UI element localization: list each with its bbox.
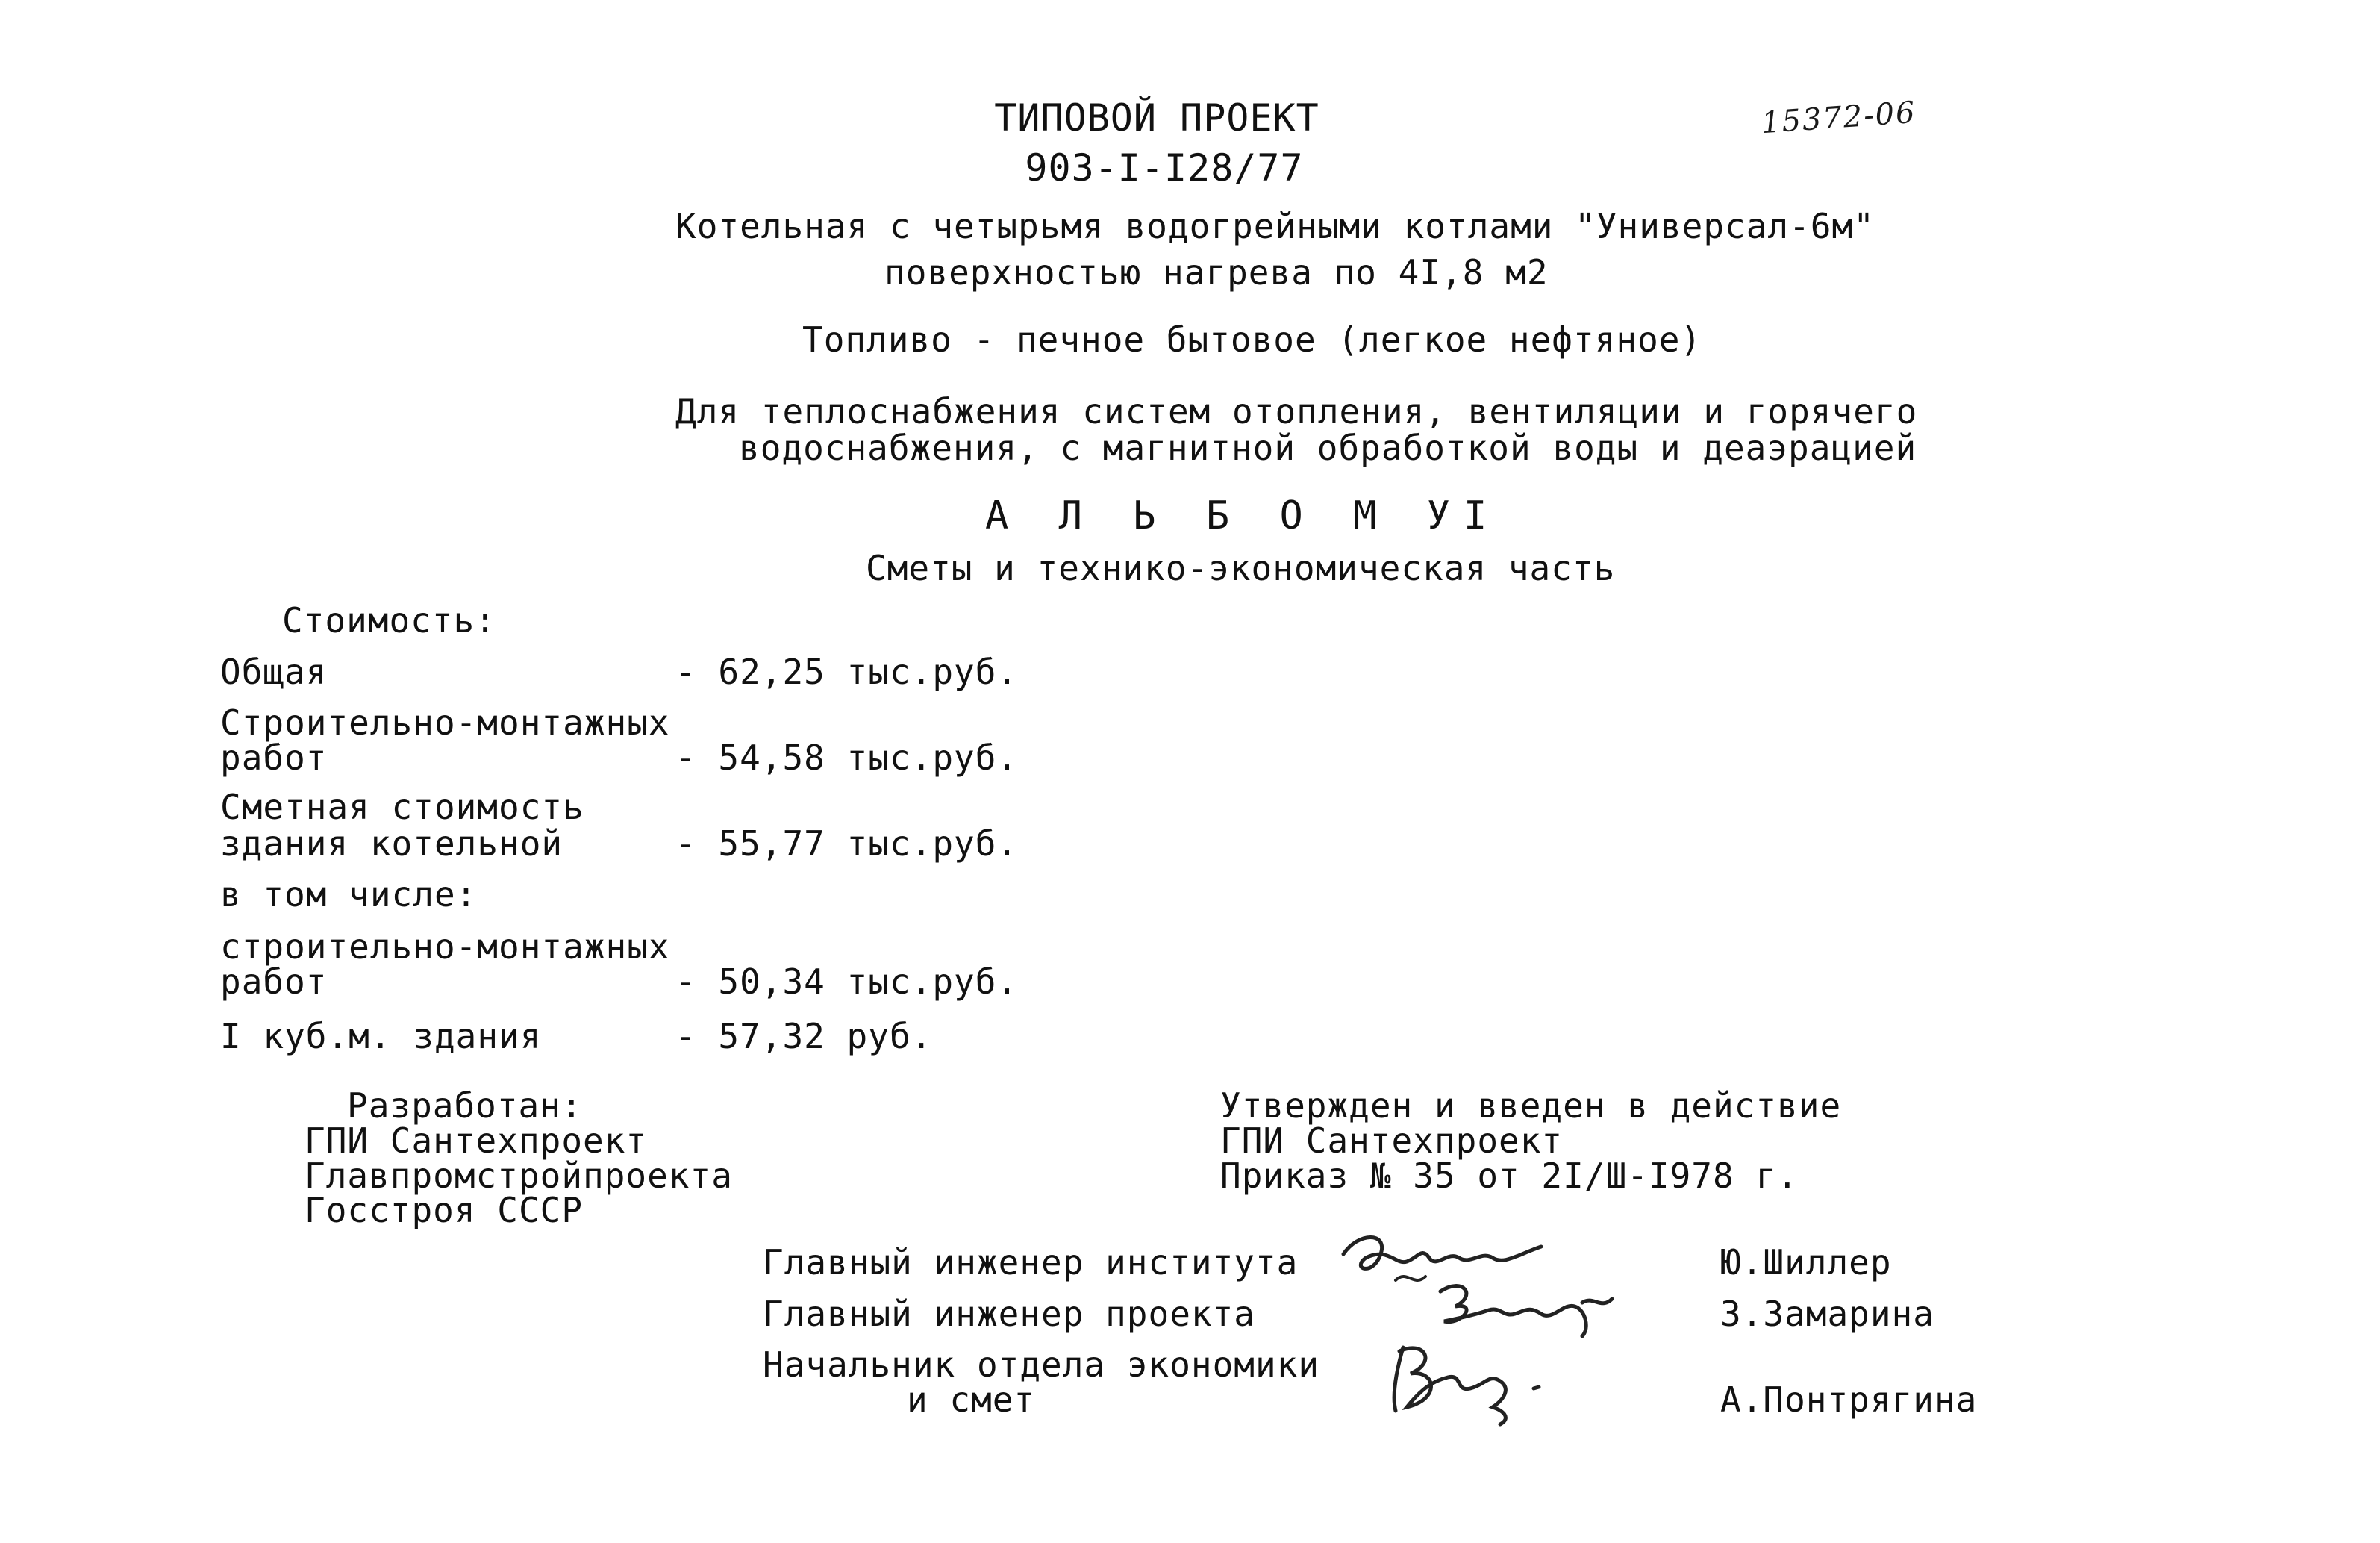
album-title: А Л Ь Б О М УI [985,493,1501,538]
description-line-1: Котельная с четырьмя водогрейными котлами "Универсал-6м" [675,206,1875,246]
signature-name-1: Ю.Шиллер [1720,1242,1892,1282]
approved-line-1: Утвержден и введен в действие [1220,1085,1842,1126]
handwritten-signature-3 [1381,1336,1575,1426]
developed-line-2: Главпромстройпроекта [304,1156,733,1196]
cost-construction-value: - 54,58 тыс.руб. [675,738,1019,778]
cost-building-label-2: здания котельной [220,823,563,864]
developed-line-1: ГПИ Сантехпроект [304,1120,648,1161]
purpose-line-1: Для теплоснабжения систем отопления, вентиляции и горячего [675,391,1918,431]
handwritten-signature-2 [1433,1273,1627,1340]
developed-heading: Разработан: [347,1085,583,1126]
cost-cubic-label: I куб.м. здания [220,1016,542,1056]
cost-general-label: Общая [220,652,328,692]
cost-construction-label-1: Строительно-монтажных [220,702,670,743]
signature-position-2: Главный инженер проекта [763,1294,1255,1334]
developed-line-3: Госстроя СССР [304,1190,584,1230]
cost-incl-construction-value: - 50,34 тыс.руб. [675,961,1019,1002]
cost-including-label: в том числе: [220,874,478,914]
project-number: 903-I-I28/77 [1025,146,1304,190]
approved-line-3: Приказ № 35 от 2I/Ш-I978 г. [1220,1156,1799,1196]
document-type-title: ТИПОВОЙ ПРОЕКТ [994,96,1319,140]
description-line-2: поверхностью нагрева по 4I,8 м2 [884,252,1549,293]
approved-line-2: ГПИ Сантехпроект [1220,1120,1564,1161]
handwritten-archive-code: 15372-06 [1760,95,1918,141]
purpose-line-2: водоснабжения, с магнитной обработкой воды и деаэрацией [739,428,1917,468]
cost-heading: Стоимость: [282,600,496,640]
cost-incl-construction-label-2: работ [220,961,328,1002]
cost-building-value: - 55,77 тыс.руб. [675,823,1019,864]
signature-name-3: А.Понтрягина [1720,1380,1978,1420]
cost-construction-label-2: работ [220,738,328,778]
cost-building-label-1: Сметная стоимость [220,787,584,827]
fuel-line: Топливо - печное бытовое (легкое нефтяное) [802,319,1702,360]
signature-name-2: З.Замарина [1720,1294,1934,1334]
album-subtitle: Сметы и технико-экономическая часть [866,548,1616,588]
signature-position-3-line-2: и смет [907,1380,1036,1420]
cost-general-value: - 62,25 тыс.руб. [675,652,1019,692]
signature-position-1: Главный инженер института [763,1242,1299,1282]
signature-position-3-line-1: Начальник отдела экономики [763,1344,1320,1385]
cost-incl-construction-label-1: строительно-монтажных [220,926,670,967]
cost-cubic-value: - 57,32 руб. [675,1016,933,1056]
